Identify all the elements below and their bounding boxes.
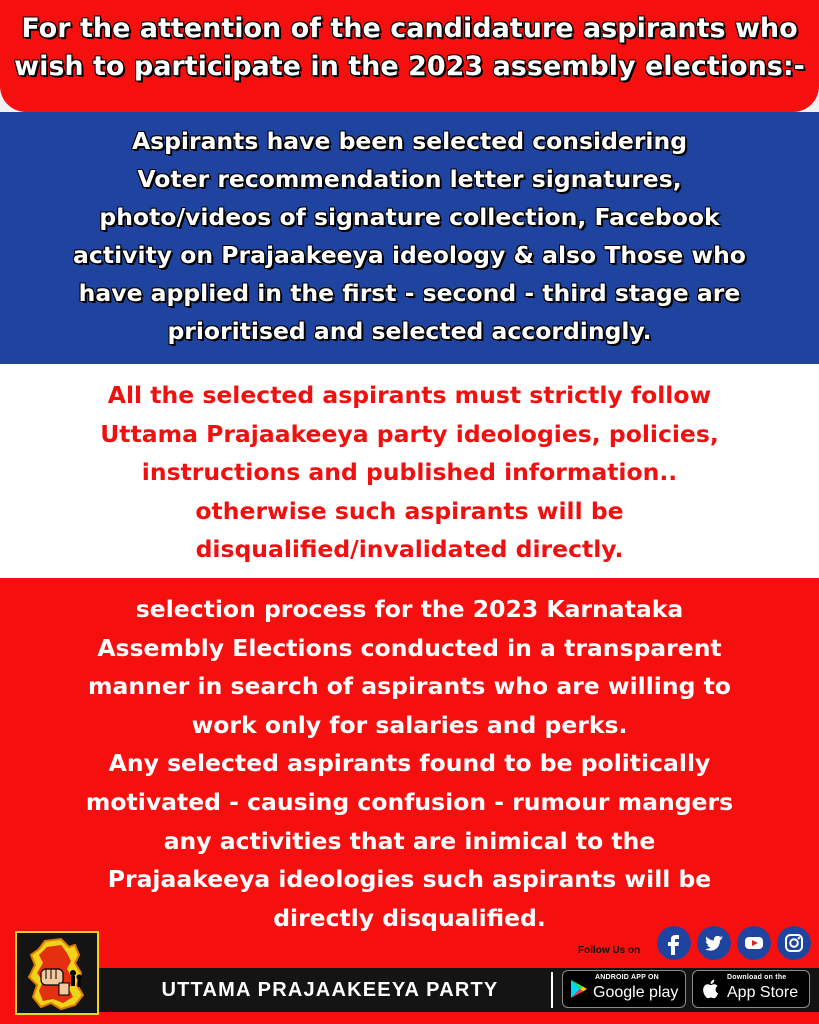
rules-line-1: All the selected aspirants must strictly follow — [107, 381, 712, 409]
rules-text — [0, 376, 819, 569]
google-play-big-label: Google play — [593, 984, 679, 1001]
process-line-6: motivated - causing confusion - rumour mangers — [85, 787, 734, 816]
process-line-2: Assembly Elections conducted in a transparent — [97, 633, 722, 662]
party-logo-icon — [15, 931, 99, 1015]
rules-line-5: disqualified/invalidated directly. — [195, 535, 624, 563]
process-line-7: any activities that are inimical to the — [163, 826, 656, 855]
follow-us-label: Follow Us on — [578, 945, 641, 956]
rules-section — [0, 364, 819, 578]
google-play-button[interactable] — [562, 970, 686, 1008]
app-store-small-label: Download on the — [727, 974, 787, 981]
rules-line-4: otherwise such aspirants will be — [195, 496, 624, 525]
criteria-line-4: activity on Prajaakeeya ideology & also Those who — [73, 241, 746, 269]
google-play-small-label: ANDROID APP ON — [595, 974, 659, 981]
selection-criteria-text — [0, 122, 819, 350]
process-line-5: Any selected aspirants found to be politically — [108, 749, 711, 778]
app-store-button[interactable] — [692, 970, 810, 1008]
header-line-1: For the attention of the candidature aspirants who — [21, 13, 798, 44]
party-name: UTTAMA PRAJAAKEEYA PARTY — [161, 979, 499, 1001]
criteria-line-1: Aspirants have been selected considering — [131, 127, 688, 155]
process-line-3: manner in search of aspirants who are willing to — [88, 672, 731, 701]
process-line-1: selection process for the 2023 Karnataka — [135, 595, 684, 623]
instagram-icon[interactable] — [777, 926, 811, 960]
footer-divider — [551, 972, 553, 1008]
criteria-line-2: Voter recommendation letter signatures, — [137, 165, 682, 193]
process-line-4: work only for salaries and perks. — [191, 710, 628, 739]
apple-icon — [701, 978, 719, 1005]
google-play-icon — [570, 979, 588, 1004]
rules-line-3: instructions and published information.. — [141, 458, 678, 486]
header-band — [0, 0, 819, 118]
criteria-line-6: prioritised and selected accordingly. — [167, 317, 652, 345]
selection-criteria-section — [0, 112, 819, 364]
youtube-icon[interactable] — [737, 926, 771, 960]
app-store-big-label: App Store — [727, 984, 799, 1001]
process-line-8: Prajaakeeya ideologies such aspirants will be — [107, 865, 712, 894]
criteria-line-3: photo/videos of signature collection, Facebook — [99, 203, 720, 231]
process-text — [0, 590, 819, 937]
header-line-2: wish to participate in the 2023 assembly elections:- — [14, 51, 805, 82]
header-title — [0, 10, 819, 86]
process-line-9: directly disqualified. — [273, 903, 546, 932]
criteria-line-5: have applied in the first - second - third stage are — [78, 279, 741, 307]
header-banner — [0, 0, 819, 112]
facebook-icon[interactable] — [657, 926, 691, 960]
rules-line-2: Uttama Prajaakeeya party ideologies, policies, — [100, 419, 719, 448]
process-section — [0, 578, 819, 1024]
twitter-icon[interactable] — [697, 926, 731, 960]
